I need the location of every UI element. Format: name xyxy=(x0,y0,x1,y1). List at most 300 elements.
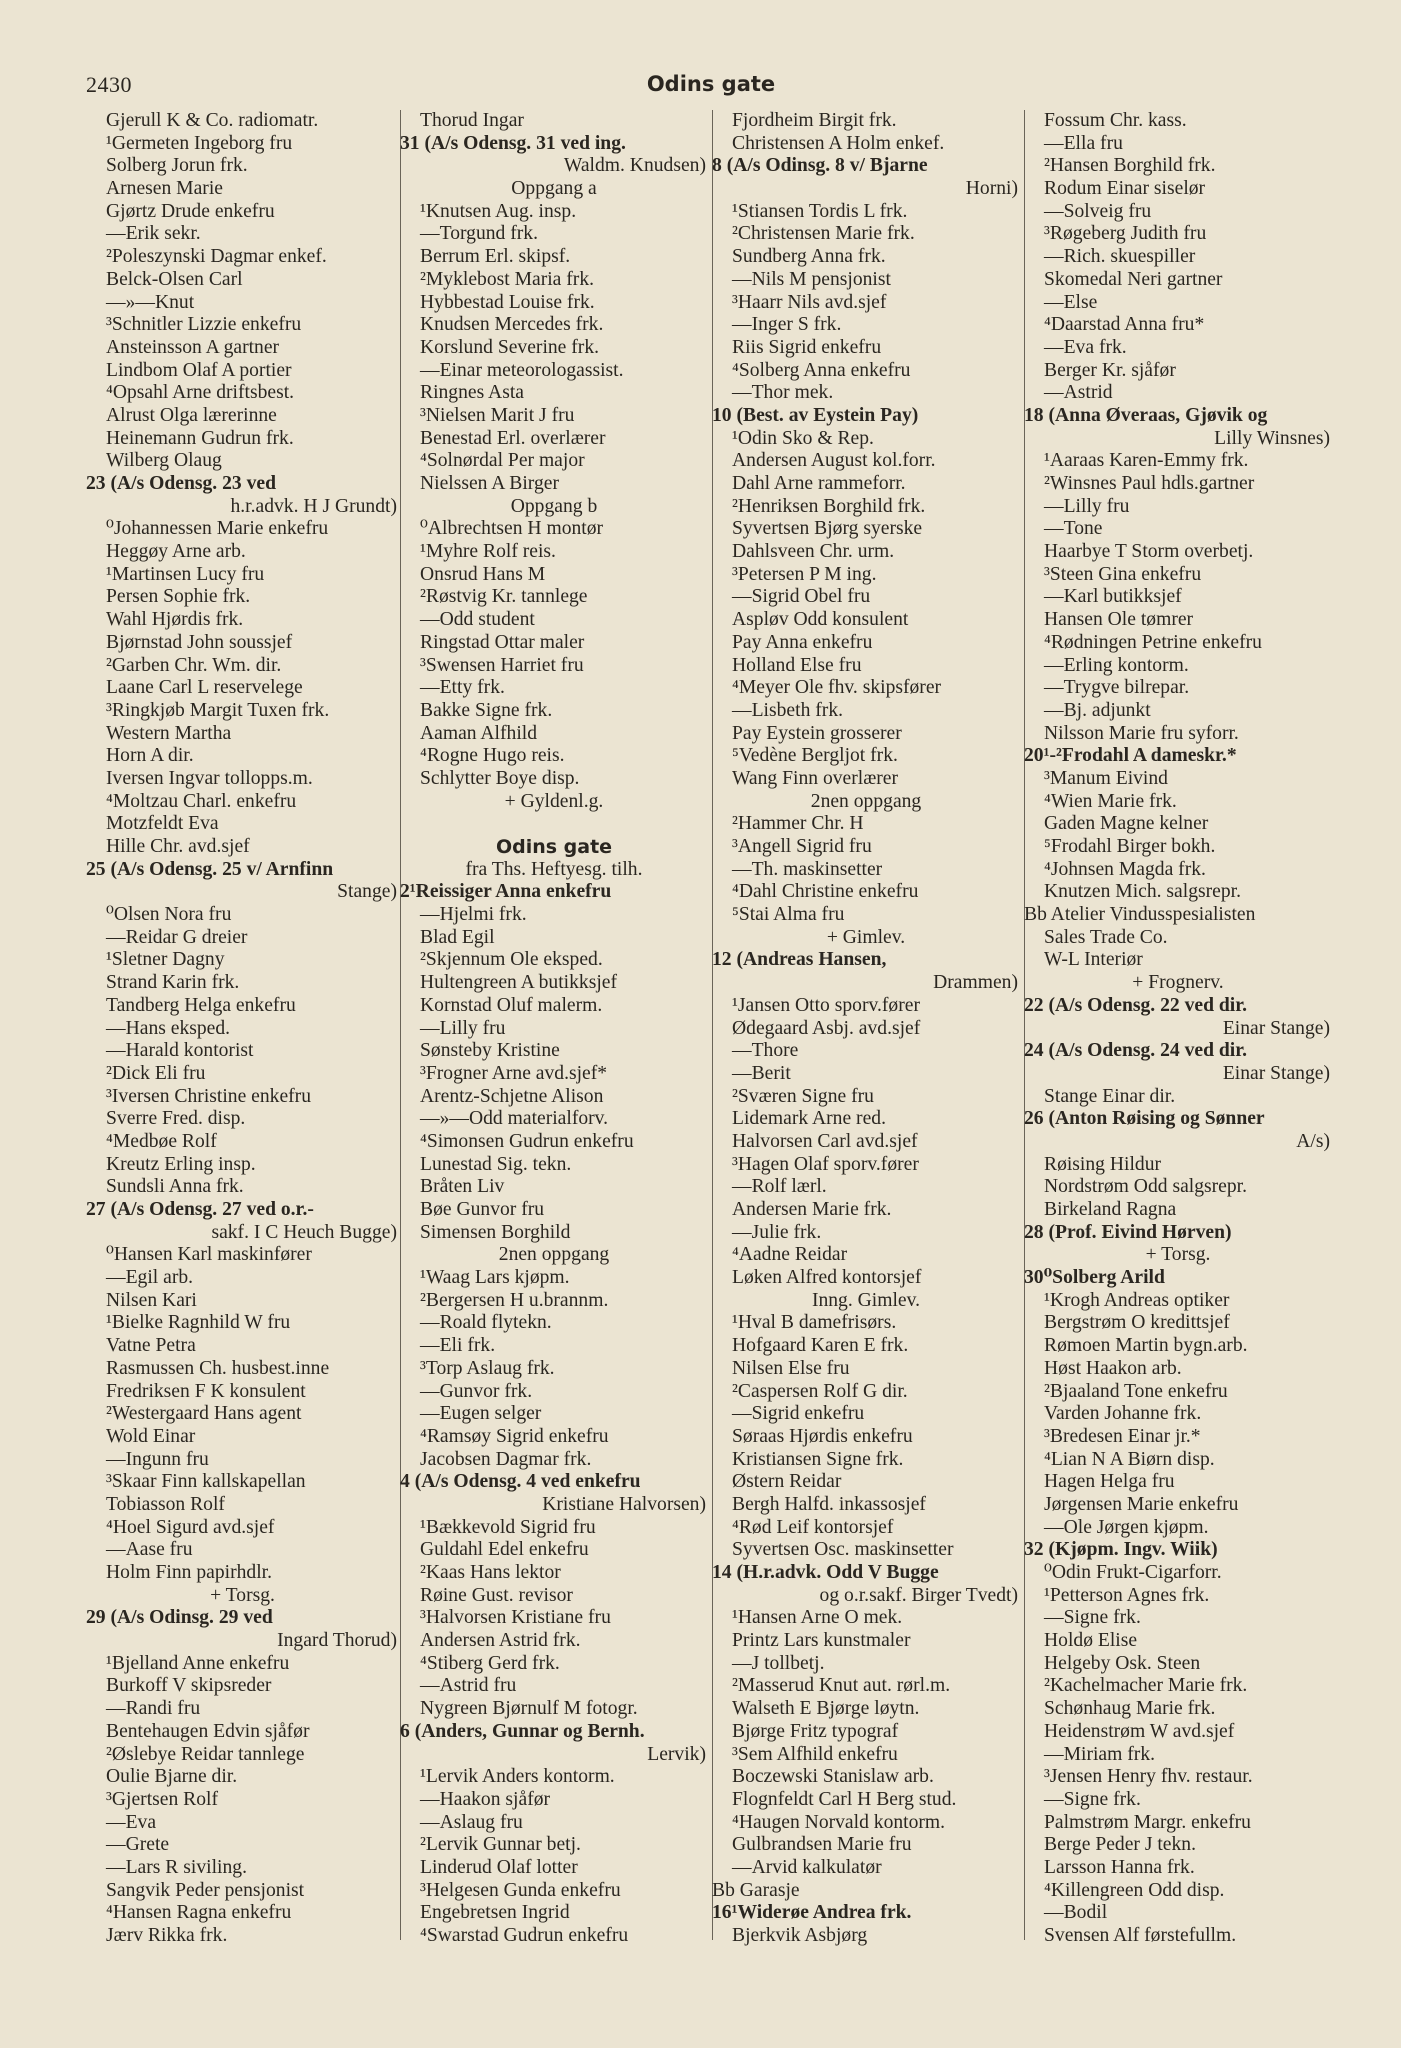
directory-line: ⁴Daarstad Anna fru* xyxy=(1044,314,1205,336)
directory-line: ¹Stiansen Tordis L frk. xyxy=(732,200,908,222)
directory-line: Lidemark Arne red. xyxy=(732,1108,886,1130)
directory-line: Wahl Hjørdis frk. xyxy=(106,609,244,631)
directory-line: Tobiasson Rolf xyxy=(106,1493,225,1515)
directory-line: ⁴Killengreen Odd disp. xyxy=(1044,1879,1225,1901)
directory-line: —Harald kontorist xyxy=(106,1040,254,1062)
directory-line: Dahl Arne rammeforr. xyxy=(732,473,906,494)
directory-line: 2nen oppgang xyxy=(498,1244,610,1266)
directory-line: ¹Krogh Andreas optiker xyxy=(1044,1289,1230,1311)
directory-line: —Etty frk. xyxy=(420,677,505,699)
directory-line: + Torsg. xyxy=(1145,1244,1211,1266)
directory-line: —Miriam frk. xyxy=(1044,1743,1156,1765)
directory-line: Kristiane Halvorsen) xyxy=(542,1493,706,1515)
directory-line: Jørgensen Marie enkefru xyxy=(1044,1493,1239,1515)
directory-line: ⁰Olsen Nora fru xyxy=(106,904,232,926)
directory-line: + Gyldenl.g. xyxy=(504,790,604,812)
directory-line: Sundberg Anna frk. xyxy=(732,246,886,268)
directory-line: Berger Kr. sjåfør xyxy=(1044,359,1176,381)
directory-line: —Lisbeth frk. xyxy=(732,699,844,721)
directory-line: Røising Hildur xyxy=(1044,1153,1162,1175)
directory-line: 4 (A/s Odensg. 4 ved enkefru xyxy=(400,1471,641,1493)
directory-line: ³Nielsen Marit J fru xyxy=(420,404,575,426)
directory-line: Boczewski Stanislaw arb. xyxy=(732,1766,934,1788)
directory-line: sakf. I C Heuch Bugge) xyxy=(211,1221,397,1243)
directory-line: —Th. maskinsetter xyxy=(732,858,883,880)
directory-line: Svensen Alf førstefullm. xyxy=(1044,1925,1237,1946)
directory-line: —Astrid fru xyxy=(420,1675,517,1697)
directory-line: ⁴Stiberg Gerd frk. xyxy=(420,1652,560,1674)
directory-line: —Bj. adjunkt xyxy=(1044,699,1151,721)
directory-line: ⁴Hoel Sigurd avd.sjef xyxy=(106,1516,275,1538)
directory-line: 27 (A/s Odensg. 27 ved o.r.- xyxy=(86,1199,314,1220)
directory-line: ³Steen Gina enkefru xyxy=(1044,563,1202,585)
directory-line: ⁰Johannessen Marie enkefru xyxy=(106,518,329,540)
directory-line: Christensen A Holm enkef. xyxy=(732,132,945,154)
directory-line: ¹Waag Lars kjøpm. xyxy=(420,1267,570,1289)
directory-line: ²Røstvig Kr. tannlege xyxy=(420,586,588,608)
directory-line: ³Røgeberg Judith fru xyxy=(1044,223,1207,245)
directory-line: 30⁰Solberg Arild xyxy=(1024,1267,1165,1289)
directory-line: h.r.advk. H J Grundt) xyxy=(230,495,397,517)
directory-line: Fjordheim Birgit frk. xyxy=(732,110,897,131)
directory-line: Rodum Einar siselør xyxy=(1044,178,1206,200)
directory-line: + Gimlev. xyxy=(826,926,906,948)
directory-line: ⁵Vedène Bergljot frk. xyxy=(732,745,898,767)
directory-line: —Solveig fru xyxy=(1044,200,1152,222)
directory-line: Andersen August kol.forr. xyxy=(732,450,936,472)
directory-line: Einar Stange) xyxy=(1222,1062,1330,1084)
directory-line: —Roald flytekn. xyxy=(420,1312,552,1334)
directory-line: —Sigrid enkefru xyxy=(732,1403,865,1425)
directory-line: Wang Finn overlærer xyxy=(732,767,899,789)
directory-line: ²Masserud Knut aut. rørl.m. xyxy=(732,1675,951,1697)
directory-line: 2¹Reissiger Anna enkefru xyxy=(400,881,612,903)
directory-line: Søraas Hjørdis enkefru xyxy=(732,1425,913,1447)
directory-line: 32 (Kjøpm. Ingv. Wiik) xyxy=(1024,1539,1218,1561)
directory-line: Nilsson Marie fru syforr. xyxy=(1044,722,1239,744)
directory-line: ²Hammer Chr. H xyxy=(732,813,864,835)
directory-line: ⁴Solberg Anna enkefru xyxy=(732,359,911,381)
directory-line: ³Haarr Nils avd.sjef xyxy=(732,291,887,313)
directory-line: ¹Bækkevold Sigrid fru xyxy=(420,1516,596,1538)
directory-line: 22 (A/s Odensg. 22 ved dir. xyxy=(1024,994,1248,1016)
directory-line: Iversen Ingvar tollopps.m. xyxy=(106,767,313,789)
directory-line: Ingard Thorud) xyxy=(277,1630,397,1652)
directory-line: —Berit xyxy=(732,1062,791,1084)
directory-line xyxy=(400,813,708,836)
directory-line: —Aase fru xyxy=(106,1539,193,1561)
directory-line: Ringnes Asta xyxy=(420,382,524,404)
directory-line: Guldahl Edel enkefru xyxy=(420,1539,589,1561)
directory-line: —Erling kontorm. xyxy=(1044,654,1189,676)
directory-line: —Odd student xyxy=(420,609,535,631)
directory-line: Stange) xyxy=(337,881,397,903)
directory-line: ¹Germeten Ingeborg fru xyxy=(106,132,293,154)
directory-line: Holland Else fru xyxy=(732,654,862,676)
directory-line: Heinemann Gudrun frk. xyxy=(106,427,294,449)
directory-line: ³Halvorsen Kristiane fru xyxy=(420,1607,611,1629)
directory-line: Aspløv Odd konsulent xyxy=(732,609,909,631)
directory-line: Horni) xyxy=(965,178,1018,200)
directory-line: 14 (H.r.advk. Odd V Bugge xyxy=(712,1562,939,1583)
directory-line: ¹Martinsen Lucy fru xyxy=(106,563,265,585)
directory-line: Korslund Severine frk. xyxy=(420,336,600,358)
directory-line: Oulie Bjarne dir. xyxy=(106,1766,238,1788)
directory-line: —»—Knut xyxy=(106,291,195,313)
directory-line: —Lars R siviling. xyxy=(106,1856,247,1878)
directory-line: —Eva frk. xyxy=(1044,336,1127,358)
directory-line: Knutzen Mich. salgsrepr. xyxy=(1044,881,1241,903)
directory-line: Hybbestad Louise frk. xyxy=(420,291,595,313)
directory-line: Thorud Ingar xyxy=(420,110,524,131)
directory-line: —Egil arb. xyxy=(106,1267,194,1289)
directory-line: Bergstrøm O kredittsjef xyxy=(1044,1312,1230,1334)
directory-line: Nygreen Bjørnulf M fotogr. xyxy=(420,1698,638,1720)
directory-line: Skomedal Neri gartner xyxy=(1044,268,1223,290)
page-header xyxy=(86,68,1336,102)
directory-line: —Karl butikksjef xyxy=(1044,586,1182,608)
directory-line: —Einar meteorologassist. xyxy=(420,359,624,381)
directory-line: ³Skaar Finn kallskapellan xyxy=(106,1471,306,1493)
directory-line: Lervik) xyxy=(647,1743,706,1765)
directory-line: Andersen Astrid frk. xyxy=(420,1630,581,1652)
directory-line: Wilberg Olaug xyxy=(106,450,222,472)
directory-line: ³Gjertsen Rolf xyxy=(106,1788,218,1810)
directory-line: ⁴Haugen Norvald kontorm. xyxy=(732,1811,946,1833)
directory-line: ²Lervik Gunnar betj. xyxy=(420,1834,581,1856)
directory-line: Palmstrøm Margr. enkefru xyxy=(1044,1811,1251,1833)
directory-line: Horn A dir. xyxy=(106,745,194,767)
directory-line: —Astrid xyxy=(1044,382,1113,404)
directory-line: Engebretsen Ingrid xyxy=(420,1902,570,1924)
directory-line: —Erik sekr. xyxy=(106,223,201,245)
directory-line: 23 (A/s Odensg. 23 ved xyxy=(86,473,276,494)
directory-line: Hansen Ole tømrer xyxy=(1044,609,1194,631)
directory-line: —Arvid kalkulatør xyxy=(732,1856,882,1878)
section-heading: Odins gate xyxy=(495,836,613,858)
directory-line: Ringstad Ottar maler xyxy=(420,631,585,653)
directory-line: ³Angell Sigrid fru xyxy=(732,836,872,857)
directory-line: Strand Karin frk. xyxy=(106,972,240,994)
directory-line: Alrust Olga lærerinne xyxy=(106,404,277,426)
directory-line: ⁴Wien Marie frk. xyxy=(1044,790,1177,812)
directory-line: Gjerull K & Co. radiomatr. xyxy=(106,110,319,131)
directory-line: ⁴Opsahl Arne driftsbest. xyxy=(106,382,295,404)
directory-line: 10 (Best. av Eystein Pay) xyxy=(712,404,919,426)
directory-line: ¹Aaraas Karen-Emmy frk. xyxy=(1044,450,1249,472)
directory-line: Tandberg Helga enkefru xyxy=(106,994,296,1016)
directory-line: —J tollbetj. xyxy=(732,1652,825,1674)
directory-line: Oppgang b xyxy=(510,495,598,517)
directory-line: ²Hansen Borghild frk. xyxy=(1044,155,1216,177)
directory-line: Sønsteby Kristine xyxy=(420,1040,560,1062)
directory-line: ²Garben Chr. Wm. dir. xyxy=(106,654,282,676)
directory-line: Bøe Gunvor fru xyxy=(420,1199,545,1220)
directory-line: 20¹-²Frodahl A dameskr.* xyxy=(1024,745,1237,767)
directory-line: A/s) xyxy=(1296,1130,1330,1152)
directory-line: ⁴Rogne Hugo reis. xyxy=(420,745,565,767)
directory-line: —Haakon sjåfør xyxy=(420,1788,551,1810)
directory-line: Sangvik Peder pensjonist xyxy=(106,1879,305,1901)
directory-line: ³Torp Aslaug frk. xyxy=(420,1357,555,1379)
directory-line: Rømoen Martin bygn.arb. xyxy=(1044,1335,1248,1357)
directory-line: Drammen) xyxy=(933,972,1018,994)
directory-line: Sundsli Anna frk. xyxy=(106,1176,244,1198)
directory-line: ³Hagen Olaf sporv.fører xyxy=(732,1153,919,1175)
directory-line: ¹Odin Sko & Rep. xyxy=(732,427,874,449)
directory-line: Lunestad Sig. tekn. xyxy=(420,1153,572,1175)
directory-line: Arnesen Marie xyxy=(106,178,223,200)
directory-line: Berrum Erl. skipsf. xyxy=(420,246,571,268)
directory-line: Motzfeldt Eva xyxy=(106,813,219,835)
directory-line: Burkoff V skipsreder xyxy=(106,1675,272,1697)
directory-line: ³Frogner Arne avd.sjef* xyxy=(420,1062,608,1084)
directory-line: Bjørge Fritz typograf xyxy=(732,1720,899,1742)
directory-line: ⁴Simonsen Gudrun enkefru xyxy=(420,1130,634,1152)
directory-line: Laane Carl L reservelege xyxy=(106,677,303,699)
directory-line: ⁴Dahl Christine enkefru xyxy=(732,881,919,903)
directory-line: 31 (A/s Odensg. 31 ved ing. xyxy=(400,132,626,154)
directory-line: ²Winsnes Paul hdls.gartner xyxy=(1044,473,1255,494)
directory-line: Ansteinsson A gartner xyxy=(106,336,280,358)
directory-line: —Else xyxy=(1044,291,1098,313)
directory-line: —Signe frk. xyxy=(1044,1788,1141,1810)
directory-line: Gjørtz Drude enkefru xyxy=(106,200,275,222)
directory-line: ⁰Hansen Karl maskinfører xyxy=(106,1244,312,1266)
directory-line: Gaden Magne kelner xyxy=(1044,813,1209,835)
directory-line: 25 (A/s Odensg. 25 v/ Arnfinn xyxy=(86,858,334,880)
directory-line: ²Myklebost Maria frk. xyxy=(420,268,595,290)
directory-line: Nielssen A Birger xyxy=(420,473,559,494)
directory-line: Nilsen Else fru xyxy=(732,1357,850,1379)
directory-line: Pay Anna enkefru xyxy=(732,631,873,653)
directory-line: ³Schnitler Lizzie enkefru xyxy=(106,314,302,336)
directory-line: Waldm. Knudsen) xyxy=(563,155,706,177)
directory-line: —Lilly fru xyxy=(420,1017,506,1039)
directory-line: ¹Petterson Agnes frk. xyxy=(1044,1584,1210,1606)
directory-line: Nilsen Kari xyxy=(106,1289,197,1311)
directory-line: Berge Peder J tekn. xyxy=(1044,1834,1196,1856)
directory-line: Schlytter Boye disp. xyxy=(420,767,580,789)
directory-line: Høst Haakon arb. xyxy=(1044,1357,1182,1379)
directory-line: Bråten Liv xyxy=(420,1176,505,1198)
directory-line: —Rolf lærl. xyxy=(732,1176,827,1198)
directory-line: Kornstad Oluf malerm. xyxy=(420,994,603,1016)
directory-line: Arentz-Schjetne Alison xyxy=(420,1085,604,1107)
directory-line: —Eugen selger xyxy=(420,1403,542,1425)
directory-line: Løken Alfred kontorsjef xyxy=(732,1267,922,1289)
directory-line: Fossum Chr. kass. xyxy=(1044,110,1187,131)
directory-line: Simensen Borghild xyxy=(420,1221,571,1243)
directory-line: —Reidar G dreier xyxy=(106,926,248,948)
directory-line: Inng. Gimlev. xyxy=(811,1289,921,1311)
directory-line: —Ella fru xyxy=(1044,132,1123,154)
directory-line: Syvertsen Osc. maskinsetter xyxy=(732,1539,954,1561)
directory-line: ²Kachelmacher Marie frk. xyxy=(1044,1675,1248,1697)
directory-line: 24 (A/s Odensg. 24 ved dir. xyxy=(1024,1040,1248,1062)
directory-line: —Eli frk. xyxy=(420,1335,496,1357)
directory-line: ⁴Solnørdal Per major xyxy=(420,450,585,472)
directory-line: ³Sem Alfhild enkefru xyxy=(732,1743,898,1765)
directory-line: —Thor mek. xyxy=(732,382,834,404)
directory-line: ¹Jansen Otto sporv.fører xyxy=(732,994,920,1016)
directory-line: fra Ths. Heftyesg. tilh. xyxy=(465,858,643,880)
directory-line: Riis Sigrid enkefru xyxy=(732,336,882,358)
column-4 xyxy=(1024,110,1332,1948)
directory-line: Hagen Helga fru xyxy=(1044,1471,1175,1493)
directory-line: Bergh Halfd. inkassosjef xyxy=(732,1493,926,1515)
directory-line: og o.r.sakf. Birger Tvedt) xyxy=(819,1584,1018,1606)
column-1 xyxy=(86,110,399,1948)
directory-line: 2nen oppgang xyxy=(810,790,922,812)
directory-line: ¹Bielke Ragnhild W fru xyxy=(106,1312,291,1334)
directory-line: Bb Garasje xyxy=(712,1879,800,1901)
directory-line: Rasmussen Ch. husbest.inne xyxy=(106,1357,330,1379)
directory-line: Aaman Alfhild xyxy=(420,722,537,744)
directory-line: Holm Finn papirhdlr. xyxy=(106,1562,273,1583)
directory-line: —Lilly fru xyxy=(1044,495,1130,517)
directory-line: Ødegaard Asbj. avd.sjef xyxy=(732,1017,921,1039)
directory-line: + Torsg. xyxy=(210,1584,275,1606)
directory-line: Haarbye T Storm overbetj. xyxy=(1044,541,1254,563)
directory-line: Persen Sophie frk. xyxy=(106,586,251,608)
directory-line: Benestad Erl. overlærer xyxy=(420,427,606,449)
directory-line: —Randi fru xyxy=(106,1698,201,1720)
directory-line: 18 (Anna Øveraas, Gjøvik og xyxy=(1024,404,1268,426)
directory-line: Hofgaard Karen E frk. xyxy=(732,1335,909,1357)
directory-line: Sverre Fred. disp. xyxy=(106,1108,246,1130)
directory-line: —Torgund frk. xyxy=(420,223,538,245)
directory-line: —Thore xyxy=(732,1040,799,1062)
directory-line: ²Poleszynski Dagmar enkef. xyxy=(106,246,327,268)
directory-line: Stange Einar dir. xyxy=(1044,1085,1176,1107)
directory-line: Oppgang a xyxy=(511,178,597,200)
directory-line: —Inger S frk. xyxy=(732,314,842,336)
directory-line: ⁰Odin Frukt-Cigarforr. xyxy=(1044,1562,1222,1583)
directory-line: 16¹Widerøe Andrea frk. xyxy=(712,1902,912,1924)
directory-line: —Nils M pensjonist xyxy=(732,268,891,290)
directory-line: Lindbom Olaf A portier xyxy=(106,359,292,381)
directory-line: Bjørnstad John soussjef xyxy=(106,631,293,653)
directory-line: ¹Myhre Rolf reis. xyxy=(420,541,556,563)
directory-line: —Aslaug fru xyxy=(420,1811,523,1833)
directory-line: ²Sværen Signe fru xyxy=(732,1085,874,1107)
directory-line: —»—Odd materialforv. xyxy=(420,1108,609,1130)
directory-line: ¹Knutsen Aug. insp. xyxy=(420,200,577,222)
directory-line: Solberg Jorun frk. xyxy=(106,155,248,177)
directory-line: Western Martha xyxy=(106,722,232,744)
directory-line: ²Bergersen H u.brannm. xyxy=(420,1289,609,1311)
directory-line: Lilly Winsnes) xyxy=(1214,427,1330,449)
directory-line: —Julie frk. xyxy=(732,1221,822,1243)
directory-line: ¹Lervik Anders kontorm. xyxy=(420,1766,615,1788)
directory-line: 26 (Anton Røising og Sønner xyxy=(1024,1108,1265,1130)
directory-line: Schønhaug Marie frk. xyxy=(1044,1698,1216,1720)
directory-line: —Grete xyxy=(106,1834,170,1856)
column-3 xyxy=(712,110,1020,1948)
directory-line: Onsrud Hans M xyxy=(420,563,546,585)
directory-line: Flognfeldt Carl H Berg stud. xyxy=(732,1788,957,1810)
directory-line: ²Dick Eli fru xyxy=(106,1062,206,1084)
directory-line: 28 (Prof. Eivind Hørven) xyxy=(1024,1221,1232,1243)
directory-line: Walseth E Bjørge løytn. xyxy=(732,1698,920,1720)
directory-line: ⁵Stai Alma fru xyxy=(732,904,845,926)
directory-line: —Tone xyxy=(1044,518,1103,540)
directory-line: Halvorsen Carl avd.sjef xyxy=(732,1130,918,1152)
directory-line: ²Skjennum Ole eksped. xyxy=(420,949,603,971)
directory-line: —Rich. skuespiller xyxy=(1044,246,1196,268)
directory-line: ⁴Medbøe Rolf xyxy=(106,1130,217,1152)
directory-line: —Hjelmi frk. xyxy=(420,904,527,926)
directory-line: ²Bjaaland Tone enkefru xyxy=(1044,1380,1228,1402)
directory-line: 29 (A/s Odinsg. 29 ved xyxy=(86,1607,273,1629)
directory-line: Blad Egil xyxy=(420,926,495,948)
directory-line: Jærv Rikka frk. xyxy=(106,1925,228,1946)
directory-line: ²Caspersen Rolf G dir. xyxy=(732,1380,908,1402)
directory-line: —Ingunn fru xyxy=(106,1448,209,1470)
directory-line: ³Iversen Christine enkefru xyxy=(106,1085,312,1107)
directory-line: Andersen Marie frk. xyxy=(732,1199,892,1220)
directory-line: Bakke Signe frk. xyxy=(420,699,553,721)
directory-line: ³Petersen P M ing. xyxy=(732,563,877,585)
page-number: 2430 xyxy=(86,72,132,97)
directory-line: 6 (Anders, Gunnar og Bernh. xyxy=(400,1720,645,1742)
directory-line: Bb Atelier Vindusspesialisten xyxy=(1024,904,1256,926)
directory-line: ⁴Aadne Reidar xyxy=(732,1244,848,1266)
directory-line: 12 (Andreas Hansen, xyxy=(712,949,887,971)
column-2 xyxy=(400,110,708,1948)
directory-line: —Gunvor frk. xyxy=(420,1380,533,1402)
directory-line: Syvertsen Bjørg syerske xyxy=(732,518,923,540)
directory-line: ²Kaas Hans lektor xyxy=(420,1562,561,1583)
directory-line: Einar Stange) xyxy=(1222,1017,1330,1039)
directory-line: Hille Chr. avd.sjef xyxy=(106,836,250,857)
directory-line: ³Bredesen Einar jr.* xyxy=(1044,1425,1201,1447)
directory-line: + Frognerv. xyxy=(1132,972,1224,994)
directory-line: —Bodil xyxy=(1044,1902,1108,1924)
directory-line: Belck-Olsen Carl xyxy=(106,268,243,290)
directory-line: Pay Eystein grosserer xyxy=(732,722,902,744)
directory-line: ³Swensen Harriet fru xyxy=(420,654,584,676)
directory-line: Knudsen Mercedes frk. xyxy=(420,314,604,336)
directory-line: ⁴Rød Leif kontorsjef xyxy=(732,1516,894,1538)
directory-line: Printz Lars kunstmaler xyxy=(732,1630,911,1652)
directory-line: ⁴Lian N A Biørn disp. xyxy=(1044,1448,1215,1470)
directory-line: ⁴Meyer Ole fhv. skipsfører xyxy=(732,677,942,699)
directory-line: ⁰Albrechtsen H montør xyxy=(420,518,604,540)
directory-line: ⁴Hansen Ragna enkefru xyxy=(106,1902,292,1924)
directory-line: Dahlsveen Chr. urm. xyxy=(732,541,895,563)
directory-line: Østern Reidar xyxy=(732,1471,842,1493)
directory-line: ¹Hval B damefrisørs. xyxy=(732,1312,897,1334)
directory-line: Larsson Hanna frk. xyxy=(1044,1856,1195,1878)
directory-line: Kristiansen Signe frk. xyxy=(732,1448,904,1470)
directory-line: —Hans eksped. xyxy=(106,1017,231,1039)
directory-line: —Ole Jørgen kjøpm. xyxy=(1044,1516,1209,1538)
directory-line: Bjerkvik Asbjørg xyxy=(732,1925,868,1946)
directory-line: Heggøy Arne arb. xyxy=(106,541,246,563)
directory-line: ⁵Frodahl Birger bokh. xyxy=(1044,836,1216,857)
directory-line: ²Westergaard Hans agent xyxy=(106,1403,302,1425)
directory-line: ²Henriksen Borghild frk. xyxy=(732,495,926,517)
directory-line: Kreutz Erling insp. xyxy=(106,1153,256,1175)
directory-line: —Signe frk. xyxy=(1044,1607,1141,1629)
directory-line: ⁴Johnsen Magda frk. xyxy=(1044,858,1206,880)
directory-line: ³Helgesen Gunda enkefru xyxy=(420,1879,621,1901)
directory-line: Linderud Olaf lotter xyxy=(420,1856,578,1878)
directory-line: —Trygve bilrepar. xyxy=(1044,677,1190,699)
directory-line: ³Jensen Henry fhv. restaur. xyxy=(1044,1766,1253,1788)
